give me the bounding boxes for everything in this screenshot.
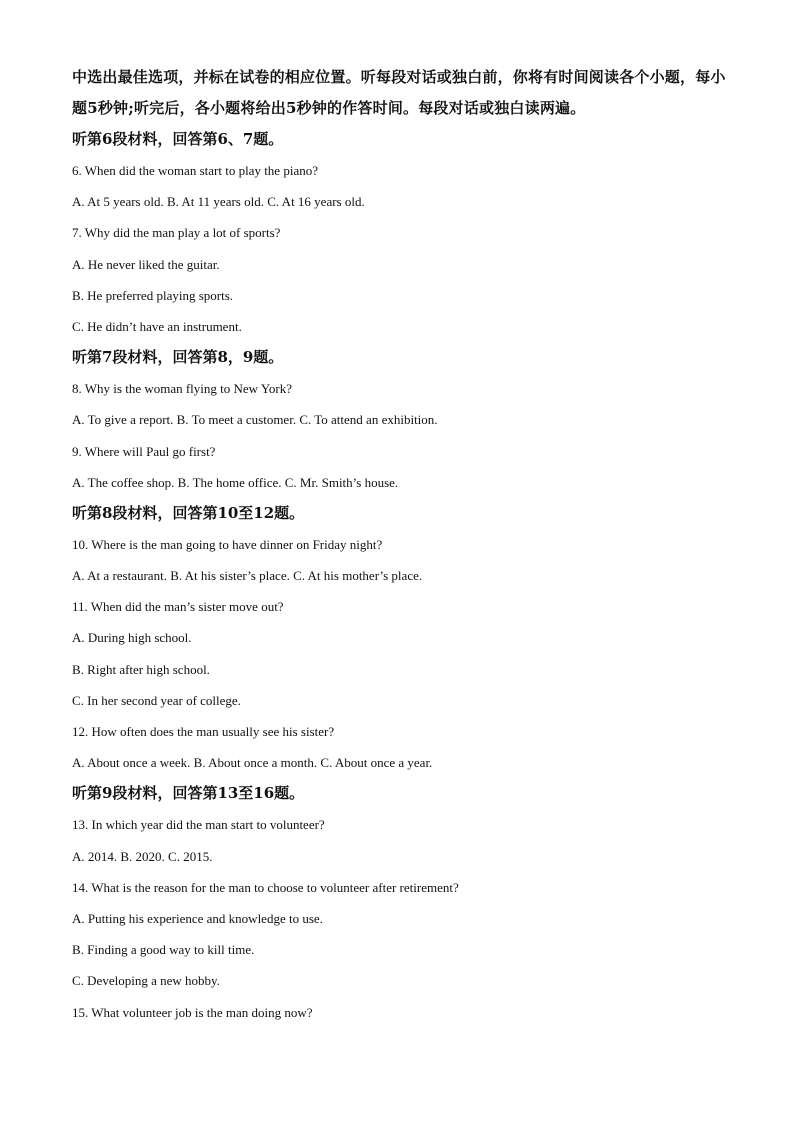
answer-option: C. He didn’t have an instrument. [72, 318, 242, 334]
question-text: 8. Why is the woman flying to New York? [72, 381, 293, 397]
answer-option: C. In her second year of college. [72, 692, 241, 708]
question-text: 12. How often does the man usually see his sister? [72, 724, 335, 739]
listening-sections [72, 124, 732, 1028]
answer-option: A. At 5 years old. B. At 11 years old. C. At 16 years old. [72, 194, 365, 210]
answer-option: C. Developing a new hobby. [72, 973, 220, 989]
listening-section [72, 778, 732, 1027]
exam-page [72, 62, 732, 1028]
answer-option: A. At a restaurant. B. At his sister’s place. C. At his mother’s place. [72, 568, 423, 584]
answer-option: A. He never liked the guitar. [72, 256, 220, 272]
answer-option: A. The coffee shop. B. The home office. C. Mr. Smith’s house. [72, 474, 399, 490]
question-text: 13. In which year did the man start to volunteer? [72, 817, 325, 833]
question-text: 6. When did the woman start to play the piano? [72, 163, 318, 178]
question-text: 9. Where will Paul go first? [72, 443, 216, 459]
section-heading: 听第7段材料，回答第8，9题。 [72, 348, 284, 367]
section-heading: 听第9段材料，回答第13至16题。 [72, 784, 305, 803]
question-text: 15. What volunteer job is the man doing now? [72, 1004, 313, 1020]
listening-section [72, 498, 732, 779]
answer-option: A. To give a report. B. To meet a customer. C. To attend an exhibition. [72, 412, 438, 428]
answer-option: A. During high school. [72, 630, 192, 646]
listening-section [72, 342, 732, 498]
question-text: 14. What is the reason for the man to choose to volunteer after retirement? [72, 879, 459, 895]
question-text: 10. Where is the man going to have dinner on Friday night? [72, 536, 383, 552]
listening-section [72, 124, 732, 342]
question-text: 7. Why did the man play a lot of sports? [72, 225, 281, 241]
answer-option: A. 2014. B. 2020. C. 2015. [72, 848, 213, 864]
instructions-paragraph: 中选出最佳选项，并标在试卷的相应位置。听每段对话或独白前，你将有时间阅读各个小题，每小题5秒钟;听完后，各小题将给出5秒钟的作答时间。每段对话或独白读两遍。 [72, 68, 726, 117]
question-text: 11. When did the man’s sister move out? [72, 599, 284, 615]
answer-option: B. Right after high school. [72, 661, 210, 677]
section-heading: 听第8段材料，回答第10至12题。 [72, 503, 305, 522]
answer-option: A. About once a week. B. About once a month. C. About once a year. [72, 755, 433, 771]
answer-option: B. He preferred playing sports. [72, 287, 234, 303]
answer-option: A. Putting his experience and knowledge to use. [72, 910, 323, 926]
answer-option: B. Finding a good way to kill time. [72, 942, 255, 958]
section-heading: 听第6段材料，回答第6、7题。 [72, 130, 284, 148]
